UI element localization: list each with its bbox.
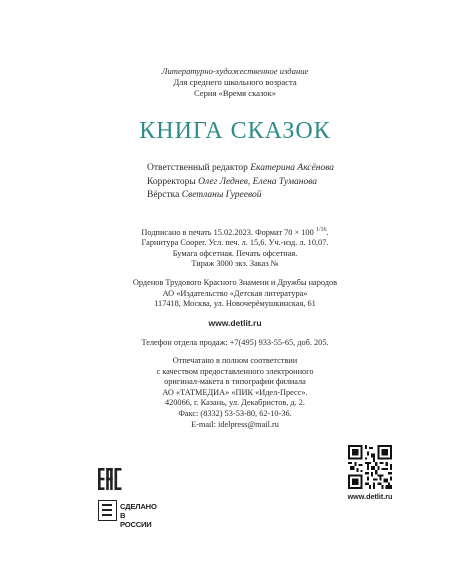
series: Серия «Время сказок» [193, 88, 277, 98]
layout-name: Светланы Гуреевой [181, 190, 262, 200]
print-info [0, 225, 470, 270]
edition-info [0, 66, 470, 99]
correctors-names: Олег Леднев, Елена Туманова [198, 176, 318, 187]
credits [147, 162, 334, 203]
sales-phone: Телефон отдела продаж: +7(495) 933-55-65, доб. 205. [141, 338, 329, 347]
print-info-line: Бумага офсетная. Печать офсетная. [172, 248, 298, 258]
printer-line: оригинал-макета в типографии филиала [164, 377, 306, 387]
print-info-line: Подписано в печать 15.02.2023. Формат 70 × 100 $^{1/16}$. [141, 227, 329, 237]
printer-info [0, 356, 470, 430]
printer-line: 420066, г. Казань, ул. Декабристов, д. 2. [164, 398, 305, 408]
correctors-line: Корректоры Олег Леднев, Елена Туманова [147, 176, 318, 187]
website-link[interactable]: www.detlit.ru [208, 318, 262, 328]
made-in-russia-badge [98, 500, 158, 529]
printer-line: Отпечатано в полном соответствии [172, 356, 298, 365]
publisher-info [0, 278, 470, 310]
eac-certification-icon [98, 468, 122, 490]
print-info-line: Тираж 3000 экз. Заказ № [191, 259, 279, 269]
made-in-russia-icon [98, 500, 117, 521]
audience: Для среднего школьного возраста [173, 77, 297, 87]
printer-line: АО «ТАТМЕДИА» «ПИК «Идел-Пресс». [162, 387, 308, 397]
format-fraction: 1/16 [315, 227, 327, 233]
publisher-line: АО «Издательство «Детская литература» [162, 288, 308, 298]
qr-code-icon [348, 445, 392, 489]
printer-line: с качеством предоставленного электронного [156, 366, 314, 376]
printer-email: E-mail: idelpress@mail.ru [191, 419, 279, 429]
layout-line: Вёрстка Светланы Гуреевой [147, 190, 262, 200]
print-info-line: Гарнитура Cooper. Усл. печ. л. 15,6. Уч.-изд. л. 10,07. [141, 238, 329, 248]
made-in-russia-text: СДЕЛАНО В РОССИИ [120, 502, 157, 529]
series-name: Время сказок [222, 88, 272, 98]
edition-type: Литературно-художественное издание [161, 66, 309, 76]
publisher-line: 117418, Москва, ул. Новочерёмушкинская, 61 [154, 299, 316, 308]
editor-name: Екатерина Аксёнова [250, 163, 334, 173]
book-title: КНИГА СКАЗОК [139, 118, 331, 144]
printer-line: Факс: (8332) 53-53-80, 62-10-36. [178, 408, 292, 418]
editor-line: Ответственный редактор Екатерина Аксёнова [147, 163, 334, 173]
qr-website-link[interactable]: www.detlit.ru [347, 492, 393, 501]
publisher-line: Орденов Трудового Красного Знамени и Дружбы народов [132, 278, 338, 287]
